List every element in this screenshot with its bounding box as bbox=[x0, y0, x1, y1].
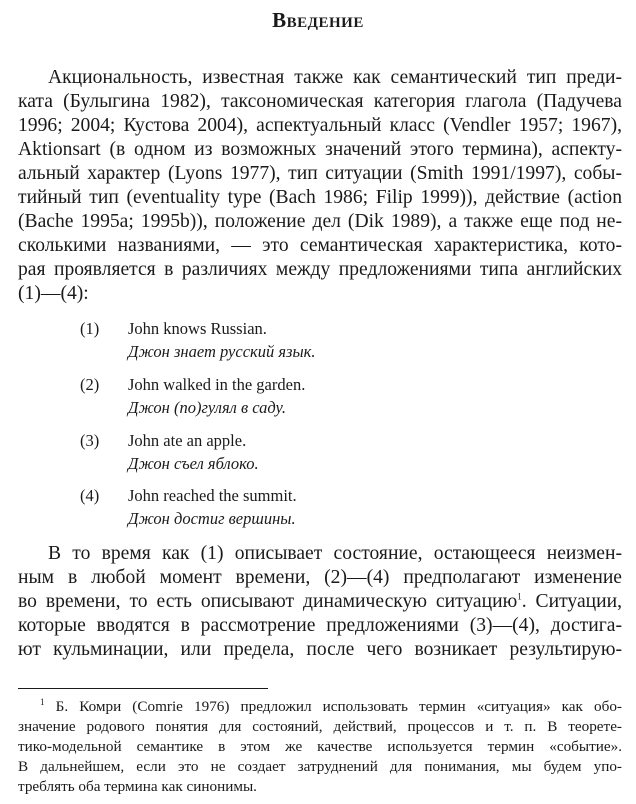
page-title: Введение bbox=[272, 8, 364, 32]
example-russian: Джон достиг вершины. bbox=[128, 509, 296, 528]
footnote-line: значение родового понятия для состояний, действий, процессов и т. п. В теорете- bbox=[18, 718, 622, 735]
example-number: (4) bbox=[80, 486, 100, 505]
example-number: (3) bbox=[80, 431, 100, 450]
paragraph-line: рая проявляется в различиях между предложениями типа английских bbox=[18, 259, 622, 280]
example-russian: Джон знает русский язык. bbox=[128, 342, 316, 361]
footnote-line bbox=[40, 697, 622, 718]
example-russian: Джон съел яблоко. bbox=[128, 454, 259, 473]
paragraph-line: тийный тип (eventuality type (Bach 1986; Filip 1999)), действие (action bbox=[18, 187, 622, 208]
paragraph-text: . Ситуации, bbox=[521, 591, 622, 612]
paragraph-line: альный характер (Lyons 1977), тип ситуации (Smith 1991/1997), собы- bbox=[18, 163, 622, 184]
paragraph-text: во времени, то есть описывают динамическую ситуацию bbox=[18, 591, 518, 612]
paragraph-line: сколькими названиями, — это семантическая характеристика, кото- bbox=[18, 235, 622, 256]
paragraph-line: В то время как (1) описывает состояние, остающееся неизмен- bbox=[48, 543, 622, 564]
example-english: John reached the summit. bbox=[128, 486, 297, 505]
paragraph-line: ют кульминации, или предела, после чего возникает результирую- bbox=[18, 639, 622, 660]
example-number: (1) bbox=[80, 319, 100, 338]
paragraph-line: которые вводятся в рассмотрение предложениями (3)—(4), достига- bbox=[18, 615, 622, 636]
paragraph-line: ката (Булыгина 1982), таксономическая категория глагола (Падучева bbox=[18, 91, 622, 112]
example-english: John walked in the garden. bbox=[128, 375, 306, 394]
footnote-line: В дальнейшем, если это не создает затруднений для понимания, мы будем упо- bbox=[18, 758, 622, 775]
footnote-line: треблять оба термина как синонимы. bbox=[18, 778, 257, 795]
paragraph-line bbox=[18, 590, 622, 614]
footnote-line: тико-модельной семантике в этом же качестве используется термин «событие». bbox=[18, 738, 622, 755]
footnote-marker: 1 bbox=[40, 696, 45, 707]
paragraph-line: 1996; 2004; Кустова 2004), аспектуальный класс (Vendler 1957; 1967), bbox=[18, 115, 622, 136]
footnote-divider bbox=[18, 688, 268, 689]
paragraph-line: Акциональность, известная также как семантический тип преди- bbox=[48, 67, 622, 88]
example-number: (2) bbox=[80, 375, 100, 394]
paragraph-line: (Bache 1995a; 1995b)), положение дел (Dik 1989), а также еще под не- bbox=[18, 211, 622, 232]
paragraph-line: Aktionsart (в одном из возможных значений этого термина), аспекту- bbox=[18, 139, 622, 160]
footnote-reference[interactable]: 1 bbox=[517, 591, 522, 602]
paragraph-line: ным в любой момент времени, (2)—(4) предполагают изменение bbox=[18, 567, 622, 588]
example-english: John ate an apple. bbox=[128, 431, 247, 450]
footnote-text: Б. Комри (Comrie 1976) предложил использовать термин «ситуация» как обо- bbox=[55, 698, 622, 715]
example-russian: Джон (по)гулял в саду. bbox=[128, 398, 286, 417]
paragraph-line: (1)—(4): bbox=[18, 283, 89, 304]
example-english: John knows Russian. bbox=[128, 319, 267, 338]
